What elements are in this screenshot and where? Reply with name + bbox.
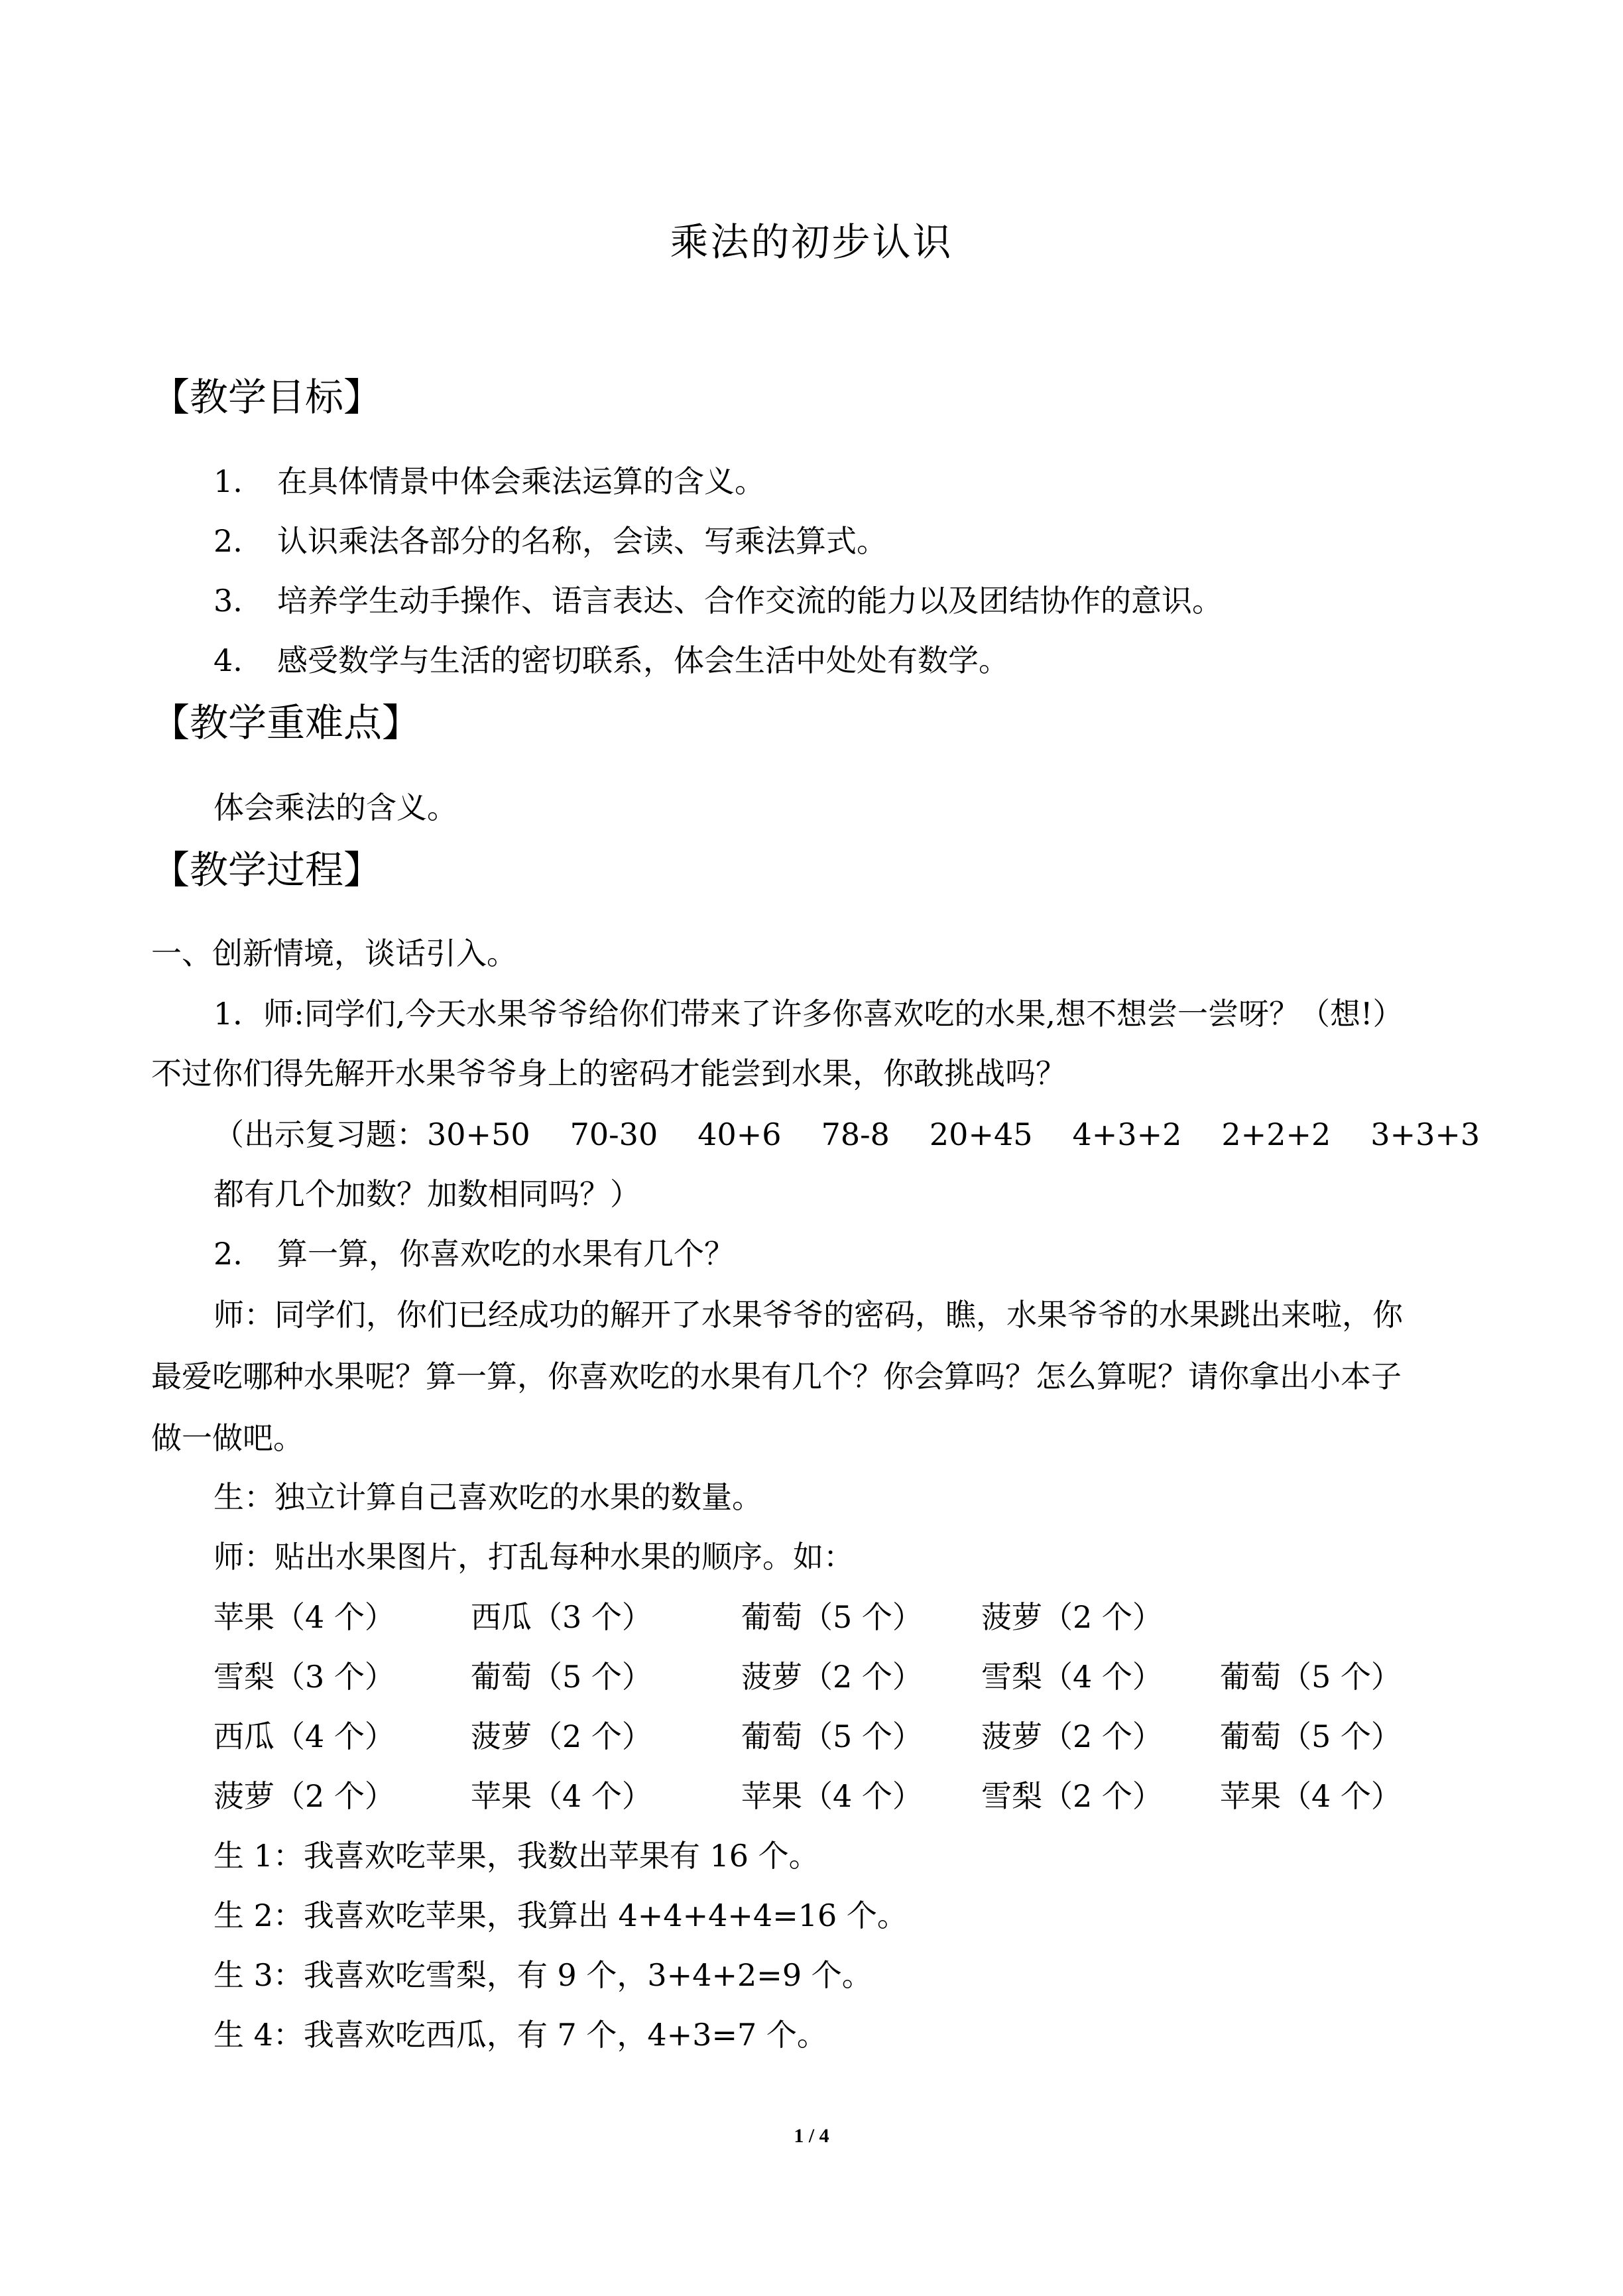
- goal-text: 在具体情景中体会乘法运算的含义。: [277, 463, 765, 499]
- review-prefix: （出示复习题：: [213, 1117, 427, 1152]
- student-answer-3: 生 3：我喜欢吃雪梨，有 9 个，3+4+2=9 个。: [213, 1957, 872, 1993]
- fruit-cell: 菠萝（2 个）: [741, 1659, 923, 1695]
- fruit-cell: 西瓜（4 个）: [213, 1719, 395, 1754]
- review-exercise-line: [213, 1111, 1520, 1154]
- fruit-cell: 雪梨（4 个）: [981, 1659, 1163, 1695]
- goal-number: 2.: [213, 523, 243, 559]
- fruit-cell: 菠萝（2 个）: [981, 1599, 1163, 1635]
- review-item: 40+6: [697, 1117, 782, 1152]
- paragraph-1-line-1: 1．师:同学们,今天水果爷爷给你们带来了许多你喜欢吃的水果,想不想尝一尝呀？（想!）: [213, 996, 1404, 1032]
- review-item: 30+50: [427, 1117, 530, 1152]
- fruit-cell: 苹果（4 个）: [213, 1599, 395, 1635]
- student-line: 生：独立计算自己喜欢吃的水果的数量。: [213, 1479, 762, 1515]
- fruit-cell: 菠萝（2 个）: [213, 1778, 395, 1814]
- student-answer-2: 生 2：我喜欢吃苹果，我算出 4+4+4+4=16 个。: [213, 1898, 908, 1933]
- fruit-cell: 葡萄（5 个）: [1220, 1719, 1402, 1754]
- goal-number: 1.: [213, 463, 243, 499]
- goal-item-3: [213, 577, 1223, 621]
- goal-item-1: [213, 457, 765, 501]
- paragraph-text: 算一算，你喜欢吃的水果有几个？: [277, 1236, 735, 1272]
- fruit-cell: 葡萄（5 个）: [741, 1599, 923, 1635]
- paragraph-2: [213, 1230, 735, 1274]
- fruit-cell: 菠萝（2 个）: [471, 1719, 652, 1754]
- fruit-cell: 苹果（4 个）: [741, 1778, 923, 1814]
- goal-item-2: [213, 517, 887, 561]
- section-heading-process: 【教学过程】: [151, 847, 383, 892]
- process-heading: 一、创新情境，谈话引入。: [151, 936, 517, 971]
- goal-text: 认识乘法各部分的名称，会读、写乘法算式。: [277, 523, 887, 559]
- review-item: 3+3+3: [1370, 1117, 1480, 1152]
- teacher-line-1: 师：同学们，你们已经成功的解开了水果爷爷的密码，瞧，水果爷爷的水果跳出来啦，你: [213, 1297, 1403, 1333]
- fruit-cell: 葡萄（5 个）: [471, 1659, 652, 1695]
- goal-number: 4.: [213, 642, 243, 678]
- review-item: 70-30: [570, 1117, 658, 1152]
- document-title: 乘法的初步认识: [670, 219, 953, 265]
- goal-item-4: [213, 636, 1009, 680]
- fruit-cell: 葡萄（5 个）: [1220, 1659, 1402, 1695]
- goal-text: 感受数学与生活的密切联系，体会生活中处处有数学。: [277, 642, 1009, 678]
- review-item: 20+45: [929, 1117, 1033, 1152]
- review-item: 2+2+2: [1221, 1117, 1331, 1152]
- review-item: 78-8: [821, 1117, 890, 1152]
- teacher-line-2: 最爱吃哪种水果呢？算一算，你喜欢吃的水果有几个？你会算吗？怎么算呢？请你拿出小本子: [151, 1359, 1402, 1394]
- section-heading-keypoints: 【教学重难点】: [151, 700, 421, 745]
- review-item: 4+3+2: [1072, 1117, 1182, 1152]
- review-question: 都有几个加数？加数相同吗？）: [213, 1176, 640, 1212]
- keypoint-text: 体会乘法的含义。: [213, 790, 457, 825]
- fruit-cell: 西瓜（3 个）: [471, 1599, 652, 1635]
- student-answer-4: 生 4：我喜欢吃西瓜，有 7 个，4+3=7 个。: [213, 2017, 827, 2053]
- teacher-line-4: 师：贴出水果图片，打乱每种水果的顺序。如：: [213, 1539, 854, 1575]
- fruit-cell: 葡萄（5 个）: [741, 1719, 923, 1754]
- teacher-line-3: 做一做吧。: [151, 1420, 304, 1456]
- fruit-cell: 苹果（4 个）: [471, 1778, 652, 1814]
- student-answer-1: 生 1：我喜欢吃苹果，我数出苹果有 16 个。: [213, 1838, 819, 1874]
- fruit-cell: 雪梨（2 个）: [981, 1778, 1163, 1814]
- fruit-cell: 菠萝（2 个）: [981, 1719, 1163, 1754]
- goal-number: 3.: [213, 583, 243, 619]
- fruit-cell: 雪梨（3 个）: [213, 1659, 395, 1695]
- goal-text: 培养学生动手操作、语言表达、合作交流的能力以及团结协作的意识。: [277, 583, 1223, 619]
- section-heading-goals: 【教学目标】: [151, 375, 383, 420]
- fruit-cell: 苹果（4 个）: [1220, 1778, 1402, 1814]
- paragraph-number: 2.: [213, 1236, 243, 1272]
- paragraph-1-line-2: 不过你们得先解开水果爷爷身上的密码才能尝到水果，你敢挑战吗？: [151, 1056, 1066, 1091]
- page-number: 1 / 4: [794, 2125, 829, 2147]
